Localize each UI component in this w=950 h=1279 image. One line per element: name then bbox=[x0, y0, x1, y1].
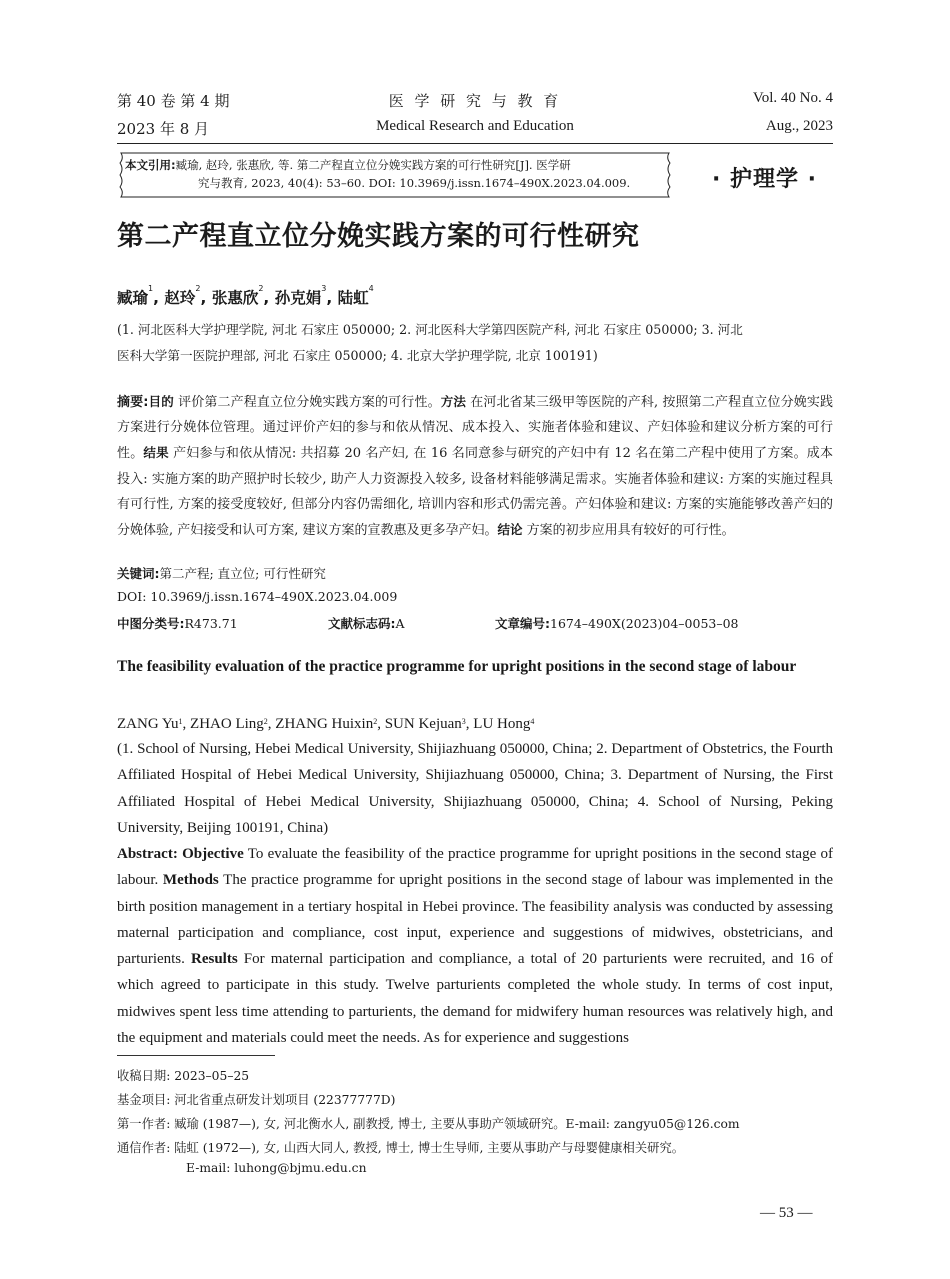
citation-line-2: 究与教育, 2023, 40(4): 53–60. DOI: 10.3969/j.issn.1674–490X.2023.04.009. bbox=[198, 176, 631, 190]
authors-cn bbox=[117, 286, 374, 308]
author-en-5-affil: 4 bbox=[530, 717, 535, 726]
author-5: 陆虹 bbox=[337, 289, 369, 307]
abstract-cn-results-label: 结果 bbox=[143, 445, 169, 461]
article-number bbox=[495, 614, 739, 632]
author-3: 张惠欣 bbox=[211, 289, 259, 307]
author-en-2: ZHAO Ling bbox=[190, 716, 264, 732]
abstract-cn-conclusion: 方案的初步应用具有较好的可行性。 bbox=[522, 523, 735, 539]
author-4-affil: 3 bbox=[321, 284, 327, 293]
doi: DOI: 10.3969/j.issn.1674–490X.2023.04.009 bbox=[117, 589, 398, 604]
section-label: · 护理学 · bbox=[712, 167, 818, 192]
citation-line-1: 臧瑜, 赵玲, 张惠欣, 等. 第二产程直立位分娩实践方案的可行性研究[J]. 医学研 bbox=[175, 158, 571, 172]
article-title-en: The feasibility evaluation of the practice programme for upright positions in the second stage of labour bbox=[117, 658, 797, 675]
abstract-cn-conclusion-label: 结论 bbox=[497, 522, 523, 538]
author-separator: , bbox=[465, 716, 474, 732]
abstract-en-objective: To evaluate the feasibility of the practice programme for upright positions in the second stage of labour. bbox=[117, 846, 833, 889]
author-4: 孙克娟 bbox=[274, 289, 322, 307]
author-en-2-affil: 2 bbox=[263, 717, 268, 726]
footnote-first-author: 第一作者: 臧瑜 (1987—), 女, 河北衡水人, 副教授, 博士, 主要从事助产领域研究。E-mail: zangyu05@126.com bbox=[117, 1117, 740, 1131]
author-5-affil: 4 bbox=[368, 284, 374, 293]
keywords-label: 关键词: bbox=[117, 566, 160, 581]
footnote-corresponding: 通信作者: 陆虹 (1972—), 女, 山西大同人, 教授, 博士, 博士生导师, 主要从事助产与母婴健康相关研究。 bbox=[117, 1141, 685, 1155]
document-code-value: A bbox=[395, 616, 405, 631]
clc-value: R473.71 bbox=[184, 616, 238, 631]
footnote-fund: 基金项目: 河北省重点研发计划项目 (22377777D) bbox=[117, 1093, 396, 1107]
footnote-rule bbox=[117, 1055, 275, 1056]
author-en-5: LU Hong bbox=[473, 716, 531, 732]
affiliations-cn bbox=[117, 317, 833, 368]
citation-box bbox=[117, 152, 673, 198]
abstract-en-label: Abstract: bbox=[117, 846, 178, 862]
abstract-en-results: For maternal participation and compliance, a total of 20 parturients were recruited, and 16 of which agreed to participate in this study. Twelve parturients completed the whole study. In terms of cost input, midwives spent less time attending to parturients, the demand for midwifery human resources was relatively high, and the equipment and materials could meet the needs. As for experience and suggestions bbox=[117, 951, 833, 1047]
footnote-corresponding-email: E-mail: luhong@bjmu.edu.cn bbox=[186, 1161, 367, 1175]
author-separator: , bbox=[267, 716, 276, 732]
page-number: — 53 — bbox=[760, 1205, 813, 1221]
author-1-affil: 1 bbox=[148, 284, 154, 293]
abstract-cn-methods-label: 方法 bbox=[440, 394, 466, 409]
clc-label: 中图分类号: bbox=[117, 616, 185, 631]
author-separator: , bbox=[263, 289, 270, 307]
abstract-en-objective-label: Objective bbox=[182, 846, 244, 862]
author-separator: , bbox=[326, 289, 333, 307]
abstract-cn-results: 产妇参与和依从情况: 共招募 20 名产妇, 在 16 名同意参与研究的产妇中有 12 名在第二产程中使用了方案。成本投入: 实施方案的助产照护时长较少, 助产人力资源投入较多, 设备材料能够满足需求。实施者体验和建议: 方案的实施过程具有可行性, 方案的接受度较好, 但部分内容仍需细化, 培训内容和形式仍需完善。产妇体验和建议: 方案的实施能够改善产妇的分娩体验, 产妇接受和认可方案, 建议方案的宣教惠及更多孕产妇。 bbox=[117, 446, 833, 539]
author-separator: , bbox=[200, 289, 207, 307]
affiliation-line: 医科大学第一医院护理部, 河北 石家庄 050000; 4. 北京大学护理学院, 北京 100191) bbox=[117, 347, 598, 363]
article-title-cn: 第二产程直立位分娩实践方案的可行性研究 bbox=[117, 221, 640, 252]
keywords bbox=[117, 564, 326, 582]
footnote-received: 收稿日期: 2023–05–25 bbox=[117, 1069, 250, 1083]
header-journal-cn: 医 学 研 究 与 教 育 bbox=[388, 92, 562, 110]
header-volume-en: Vol. 40 No. 4 bbox=[752, 90, 833, 106]
affiliation-line: (1. 河北医科大学护理学院, 河北 石家庄 050000; 2. 河北医科大学第四医院产科, 河北 石家庄 050000; 3. 河北 bbox=[117, 322, 743, 337]
author-en-3: ZHANG Huixin bbox=[275, 716, 374, 732]
authors-en bbox=[117, 711, 534, 737]
abstract-cn-objective: 评价第二产程直立位分娩实践方案的可行性。 bbox=[173, 395, 441, 410]
author-en-1: ZANG Yu bbox=[117, 716, 179, 732]
affiliations-en: (1. School of Nursing, Hebei Medical University, Shijiazhuang 050000, China; 2. Department of Obstetrics, the Fourth Affiliated Hospital of Hebei Medical University, Shijiazhuang 050000, China; 3. Department of Nursing, the First Affiliated Hospital of Hebei Medical University, Shijiazhuang 050000, China; 4. School of Nursing, Peking University, Beijing 100191, China) bbox=[117, 741, 833, 836]
citation-label: 本文引用: bbox=[125, 158, 176, 172]
abstract-cn-methods: 在河北省某三级甲等医院的产科, 按照第二产程直立位分娩实践方案进行分娩体位管理。通过评价产妇的参与和依从情况、成本投入、实施者体验和建议、产妇体验和建议分析方案的可行性。 bbox=[117, 395, 833, 462]
author-en-4: SUN Kejuan bbox=[384, 716, 462, 732]
author-en-3-affil: 2 bbox=[373, 717, 378, 726]
header-date-en: Aug., 2023 bbox=[765, 118, 833, 134]
author-2-affil: 2 bbox=[195, 284, 201, 293]
article-number-label: 文章编号: bbox=[495, 616, 550, 631]
header-date-cn: 2023 年 8 月 bbox=[117, 120, 210, 138]
abstract-cn-objective-label: 目的 bbox=[148, 394, 174, 409]
author-separator: , bbox=[153, 289, 159, 307]
abstract-cn-label: 摘要: bbox=[117, 395, 149, 410]
keywords-value: 第二产程; 直立位; 可行性研究 bbox=[159, 566, 326, 581]
abstract-cn bbox=[117, 389, 833, 543]
header-volume-cn: 第 40 卷 第 4 期 bbox=[117, 92, 230, 110]
author-1: 臧瑜 bbox=[117, 289, 149, 307]
citation-text bbox=[125, 156, 670, 192]
clc bbox=[117, 614, 238, 632]
document-code-label: 文献标志码: bbox=[328, 616, 396, 631]
abstract-en bbox=[117, 841, 833, 1051]
document-code bbox=[328, 614, 405, 632]
author-en-4-affil: 3 bbox=[461, 717, 466, 726]
author-en-1-affil: 1 bbox=[178, 717, 183, 726]
header-rule bbox=[117, 143, 833, 144]
abstract-en-results-label: Results bbox=[191, 951, 238, 968]
abstract-en-methods: The practice programme for upright positions in the second stage of labour was implemented in the birth position management in a tertiary hospital in Hebei province. The feasibility analysis was conducted by assessing maternal participation and compliance, cost input, experience and suggestions of midwives, obstetricians, and parturients. bbox=[117, 872, 834, 968]
author-2: 赵玲 bbox=[164, 289, 196, 307]
abstract-en-methods-label: Methods bbox=[162, 872, 219, 889]
author-3-affil: 2 bbox=[258, 284, 264, 293]
article-number-value: 1674–490X(2023)04–0053–08 bbox=[550, 616, 739, 631]
header-journal-en: Medical Research and Education bbox=[376, 118, 574, 134]
author-separator: , bbox=[377, 716, 385, 732]
author-separator: , bbox=[182, 716, 191, 732]
